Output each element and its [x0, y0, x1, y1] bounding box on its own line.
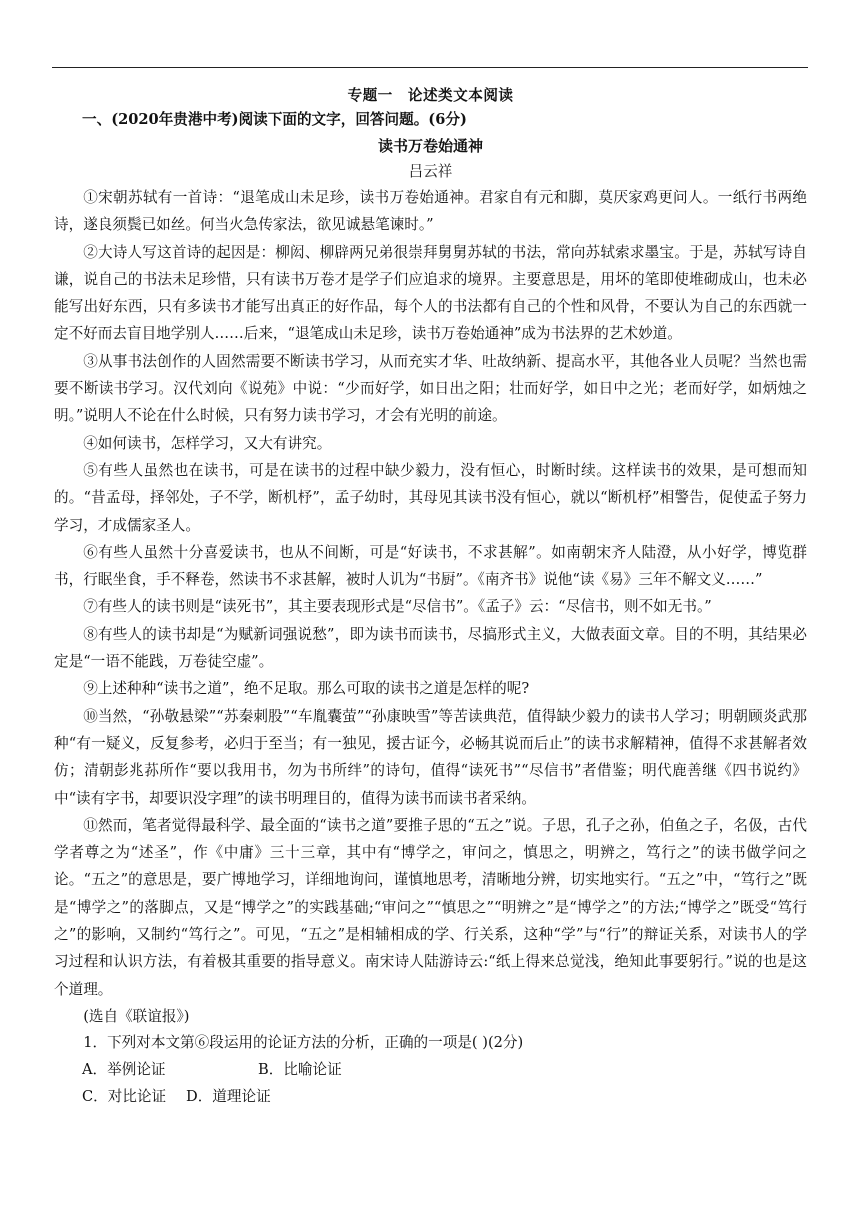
option-d: D．道理论证	[186, 1087, 271, 1105]
paragraph-4: ④如何读书，怎样学习，又大有讲究。	[83, 434, 332, 452]
paragraph-7: ⑦有些人的读书则是“读死书”，其主要表现形式是“尽信书”。《孟子》云：“尽信书，则不如无书。”	[83, 598, 712, 616]
option-a: A．举例论证	[82, 1060, 166, 1078]
paragraph-2: ②大诗人写这首诗的起因是：柳闳、柳辟两兄弟很崇拜舅舅苏轼的书法，常向苏轼索求墨宝。于是，苏轼写诗自谦，说自己的书法未足珍惜，只有读书万卷才是学子们应追求的境界。主要意思是，用坏的笔即使堆砌成山，也未必能写出好东西，只有多读书才能写出真正的好作品，每个人的书法都有自己的个性和风骨，不要认为自己的东西就一定不好而去盲目地学别人……后来，“退笔成山未足珍，读书万卷始通神”成为书法界的艺术妙道。	[54, 243, 807, 343]
paragraph-3: ③从事书法创作的人固然需要不断读书学习，从而充实才华、吐故纳新、提高水平，其他各业人员呢？当然也需要不断读书学习。汉代刘向《说苑》中说：“少而好学，如日出之阳；壮而好学，如日中之光；老而好学，如炳烛之明。”说明人不论在什么时候，只有努力读书学习，才会有光明的前途。	[54, 352, 807, 425]
document-page	[54, 84, 807, 1110]
paragraph-9: ⑨上述种种“读书之道”，绝不足取。那么可取的读书之道是怎样的呢?	[83, 680, 530, 698]
paragraph-11: ⑪然而，笔者觉得最科学、最全面的“读书之道”要推子思的“五之”说。子思，孔子之孙，伯鱼之子，名伋，古代学者尊之为“述圣”，作《中庸》三十三章，其中有“博学之，审问之，慎思之，明辨之，笃行之”的读书做学问之论。“五之”的意思是，要广博地学习，详细地询问，谨慎地思考，清晰地分辨，切实地实行。“五之”中，“笃行之”既是“博学之”的落脚点，又是“博学之”的实践基础;“审问之”“慎思之”“明辨之”是“博学之”的方法;“博学之”既受“笃行之”的影响，又制约“笃行之”。可见，“五之”是相辅相成的学、行关系，这种“学”与“行”的辩证关系，对读书人的学习过程和认识方法，有着极其重要的指导意义。南宋诗人陆游诗云:“纸上得来总觉浅，绝知此事要躬行。”说的也是这个道理。	[54, 816, 807, 998]
top-rule	[52, 67, 808, 68]
paragraph-5: ⑤有些人虽然也在读书，可是在读书的过程中缺少毅力，没有恒心，时断时续。这样读书的效果，是可想而知的。“昔孟母，择邻处，子不学，断机杼”，孟子幼时，其母见其读书没有恒心，就以“断机杼”相警告，促使孟子努力学习，才成儒家圣人。	[54, 461, 807, 534]
article-title: 读书万卷始通神	[377, 137, 483, 155]
option-c: C．对比论证	[82, 1087, 167, 1105]
question-1: 1．下列对本文第⑥段运用的论证方法的分析，正确的一项是( )(2分)	[83, 1033, 524, 1051]
paragraph-8: ⑧有些人的读书却是“为赋新词强说愁”，即为读书而读书，尽搞形式主义，大做表面文章。目的不明，其结果必定是“一语不能践，万卷徒空虚”。	[54, 625, 807, 671]
paragraph-1: ①宋朝苏轼有一首诗：“退笔成山未足珍，读书万卷始通神。君家自有元和脚，莫厌家鸡更问人。一纸行书两绝诗，遂良须鬓已如丝。何当火急传家法，欲见诚悬笔谏时。”	[54, 189, 807, 234]
article-author: 吕云祥	[408, 163, 453, 180]
paragraph-6: ⑥有些人虽然十分喜爱读书，也从不间断，可是“好读书，不求甚解”。如南朝宋齐人陆澄，从小好学，博览群书，行眠坐食，手不释卷，然读书不求甚解，被时人讥为“书厨”。《南齐书》说他“读《易》三年不解文义……”	[54, 543, 807, 589]
section-heading: 一、(2020年贵港中考)阅读下面的文字，回答问题。(6分)	[82, 111, 467, 128]
article-body	[54, 184, 807, 1003]
article-source: (选自《联谊报》)	[83, 1007, 190, 1025]
options-row-1	[82, 1056, 807, 1083]
option-b: B．比喻论证	[258, 1060, 342, 1078]
topic-title: 专题一 论述类文本阅读	[347, 87, 514, 104]
options-row-2	[82, 1083, 807, 1110]
question-1-options	[54, 1056, 807, 1110]
paragraph-10: ⑩当然，“孙敬悬梁”“苏秦刺股”“车胤囊萤”“孙康映雪”等苦读典范，值得缺少毅力的读书人学习；明朝顾炎武那种“有一疑义，反复参考，必归于至当；有一独见，援古证今，必畅其说而后止”的读书求解精神，值得不求甚解者效仿；清朝彭兆荪所作“要以我用书，勿为书所绊”的诗句，值得“读死书”“尽信书”者借鉴；明代鹿善继《四书说约》中“读有字书，却要识没字理”的读书明理目的，值得为读书而读书者采纳。	[54, 707, 807, 807]
